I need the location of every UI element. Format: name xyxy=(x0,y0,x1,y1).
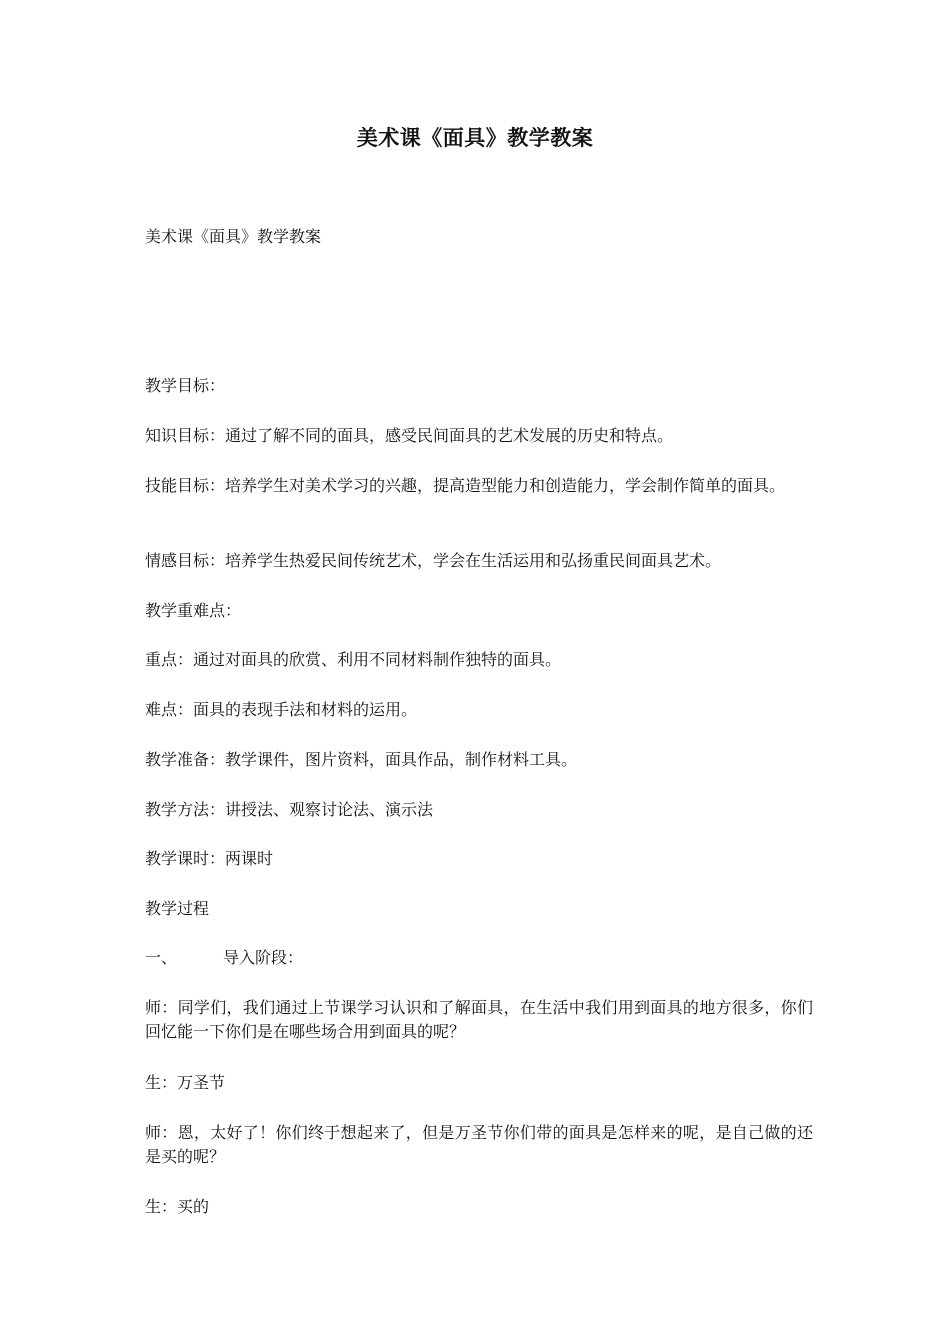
dialogue-teacher-2: 师：恩，太好了！你们终于想起来了，但是万圣节你们带的面具是怎样来的呢，是自己做的还是买的呢？ xyxy=(145,1123,813,1166)
paragraph-emotion-goal: 情感目标：培养学生热爱民间传统艺术，学会在生活运用和弘扬重民间面具艺术。 xyxy=(145,551,722,570)
paragraph-key-point: 重点：通过对面具的欣赏、利用不同材料制作独特的面具。 xyxy=(145,650,562,669)
paragraph-teaching-goals: 教学目标： xyxy=(145,376,226,395)
step-heading xyxy=(145,946,813,970)
paragraph-methods: 教学方法：讲授法、观察讨论法、演示法 xyxy=(145,800,434,819)
dialogue-student-2: 生：买的 xyxy=(145,1197,210,1216)
paragraph-teaching-process: 教学过程 xyxy=(145,899,210,918)
step-number: 一、 xyxy=(145,948,178,967)
paragraph-class-hours: 教学课时：两课时 xyxy=(145,849,274,868)
step-label: 导入阶段： xyxy=(223,948,304,967)
dialogue-student-1: 生：万圣节 xyxy=(145,1073,226,1092)
paragraph-preparation: 教学准备：教学课件，图片资料，面具作品，制作材料工具。 xyxy=(145,750,578,769)
document-title: 美术课《面具》教学教案 xyxy=(356,125,594,150)
paragraph-skill-goal: 技能目标：培养学生对美术学习的兴趣，提高造型能力和创造能力，学会制作简单的面具。 xyxy=(145,476,786,495)
paragraph-difficult-point: 难点：面具的表现手法和材料的运用。 xyxy=(145,700,418,719)
document-subtitle: 美术课《面具》教学教案 xyxy=(145,227,322,246)
paragraph-knowledge-goal: 知识目标：通过了解不同的面具，感受民间面具的艺术发展的历史和特点。 xyxy=(145,426,674,445)
dialogue-teacher-1: 师：同学们，我们通过上节课学习认识和了解面具，在生活中我们用到面具的地方很多，你们回忆能一下你们是在哪些场合用到面具的呢？ xyxy=(145,998,813,1041)
paragraph-key-points-heading: 教学重难点： xyxy=(145,601,242,620)
